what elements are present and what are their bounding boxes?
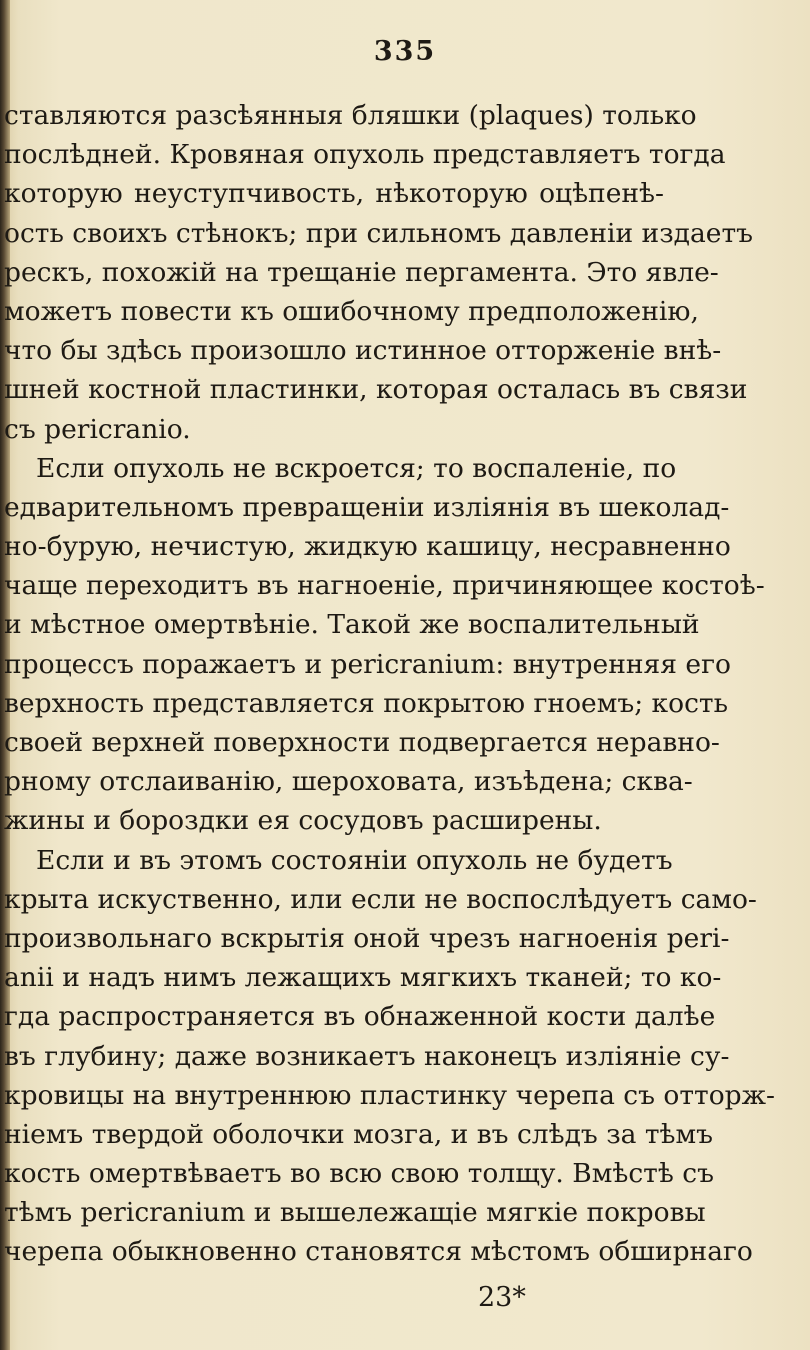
text-line: своей верхней поверхности подвергается неравно-: [4, 727, 720, 758]
text-line: крыта искуственно, или если не воспослѣдуетъ само-: [4, 883, 757, 915]
text-line: ость своихъ стѣнокъ; при сильномъ давленіи издаетъ: [4, 217, 753, 249]
text-line: въ глубину; даже возникаетъ наконецъ изліяніе су-: [4, 1040, 730, 1072]
text-line: что бы здѣсь произошло истинное отторженіе внѣ-: [4, 335, 722, 367]
text-line: съ pericranio.: [4, 413, 191, 445]
text-line: можетъ повести къ ошибочному предположенію,: [4, 295, 699, 327]
signature-mark: 23*: [478, 1282, 526, 1313]
text-line: Если и въ этомъ состояніи опухоль не будетъ: [36, 844, 673, 876]
text-line: шней костной пластинки, которая осталась въ связи: [4, 374, 748, 406]
text-line: рному отслаиванію, шероховата, изъѣдена; сква-: [4, 766, 693, 798]
text-line: но-бурую, нечистую, жидкую кашицу, несравненно: [4, 531, 731, 563]
text-line: ставляются разсѣянныя бляшки (plaques) только: [4, 100, 697, 131]
page-number: 335: [373, 36, 437, 67]
text-line: Если опухоль не вскроется; то воспаленіе, по: [36, 452, 677, 484]
text-line: послѣдней. Кровяная опухоль представляетъ тогда: [4, 139, 726, 171]
text-line: процессъ поражаетъ и pericranium: внутренняя его: [4, 648, 731, 680]
text-line: тѣмъ pericranium и вышележащіе мягкіе покровы: [4, 1197, 706, 1229]
text-line: рескъ, похожій на трещаніе пергамента. Это явле-: [4, 256, 719, 288]
text-line: ніемъ твердой оболочки мозга, и въ слѣдъ за тѣмъ: [4, 1118, 714, 1150]
body-text: [4, 96, 810, 1272]
text-line: черепа обыкновенно становятся мѣстомъ обширнаго: [4, 1236, 753, 1268]
text-line: едварительномъ превращеніи изліянія въ шеколад-: [4, 491, 730, 523]
text-line: жины и бороздки ея сосудовъ расширены.: [4, 805, 602, 837]
text-line: кровицы на внутреннюю пластинку черепа съ отторж-: [4, 1079, 775, 1111]
text-line: anii и надъ нимъ лежащихъ мягкихъ тканей; то ко-: [4, 962, 722, 994]
text-line: произвольнаго вскрытія оной чрезъ нагноенія peri-: [4, 922, 730, 954]
text-line: гда распространяется въ обнаженной кости далѣе: [4, 1001, 716, 1033]
text-line: верхность представляется покрытою гноемъ; кость: [4, 687, 729, 719]
text-line: чаще переходитъ въ нагноеніе, причиняющее костоѣ-: [4, 570, 765, 602]
text-line: и мѣстное омертвѣніе. Такой же воспалительный: [4, 609, 700, 641]
text-line: которую неуступчивость, нѣкоторую оцѣпенѣ-: [4, 178, 664, 210]
text-line: кость омертвѣваетъ во всю свою толщу. Вмѣстѣ съ: [4, 1158, 714, 1190]
